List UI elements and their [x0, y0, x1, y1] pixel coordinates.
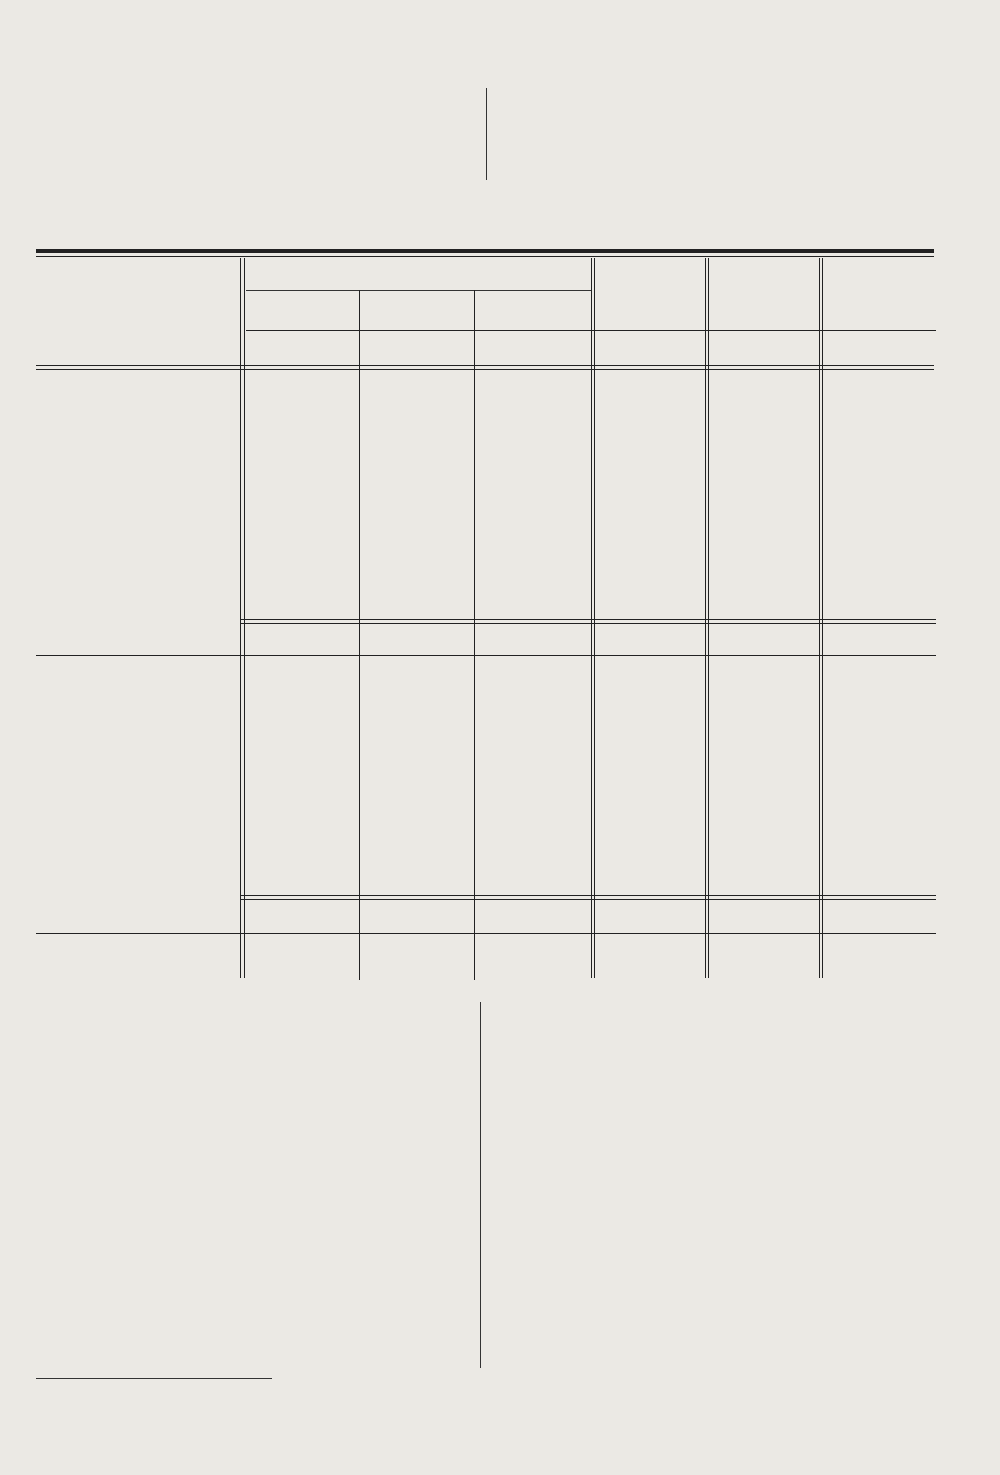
col-rule-4 — [591, 258, 592, 978]
header-bottom-rule-2 — [36, 369, 934, 370]
avg1-bottom-rule — [36, 655, 936, 656]
col-rule-2 — [359, 290, 360, 980]
footnote-rule — [36, 1378, 272, 1379]
col-rule-3 — [474, 290, 475, 980]
col-rule-1b — [244, 258, 245, 978]
col-rule-6 — [819, 258, 820, 978]
avg2-bottom-rule — [36, 933, 936, 934]
header-gewinnung-rule — [246, 290, 591, 291]
avg2-top-rule — [240, 895, 936, 896]
header-bottom-rule — [36, 365, 934, 366]
col-rule-4b — [594, 258, 595, 978]
col-rule-6b — [822, 258, 823, 978]
avg2-top-rule-2 — [240, 899, 936, 900]
avg1-top-rule-2 — [240, 623, 936, 624]
table-top-rule-thin — [36, 256, 934, 257]
intro-column-divider — [486, 88, 487, 180]
col-rule-5b — [708, 258, 709, 978]
table-top-rule — [36, 249, 934, 253]
col-rule-1 — [240, 258, 241, 978]
body-column-divider — [480, 1002, 481, 1368]
avg1-top-rule — [240, 619, 936, 620]
col-rule-5 — [705, 258, 706, 978]
